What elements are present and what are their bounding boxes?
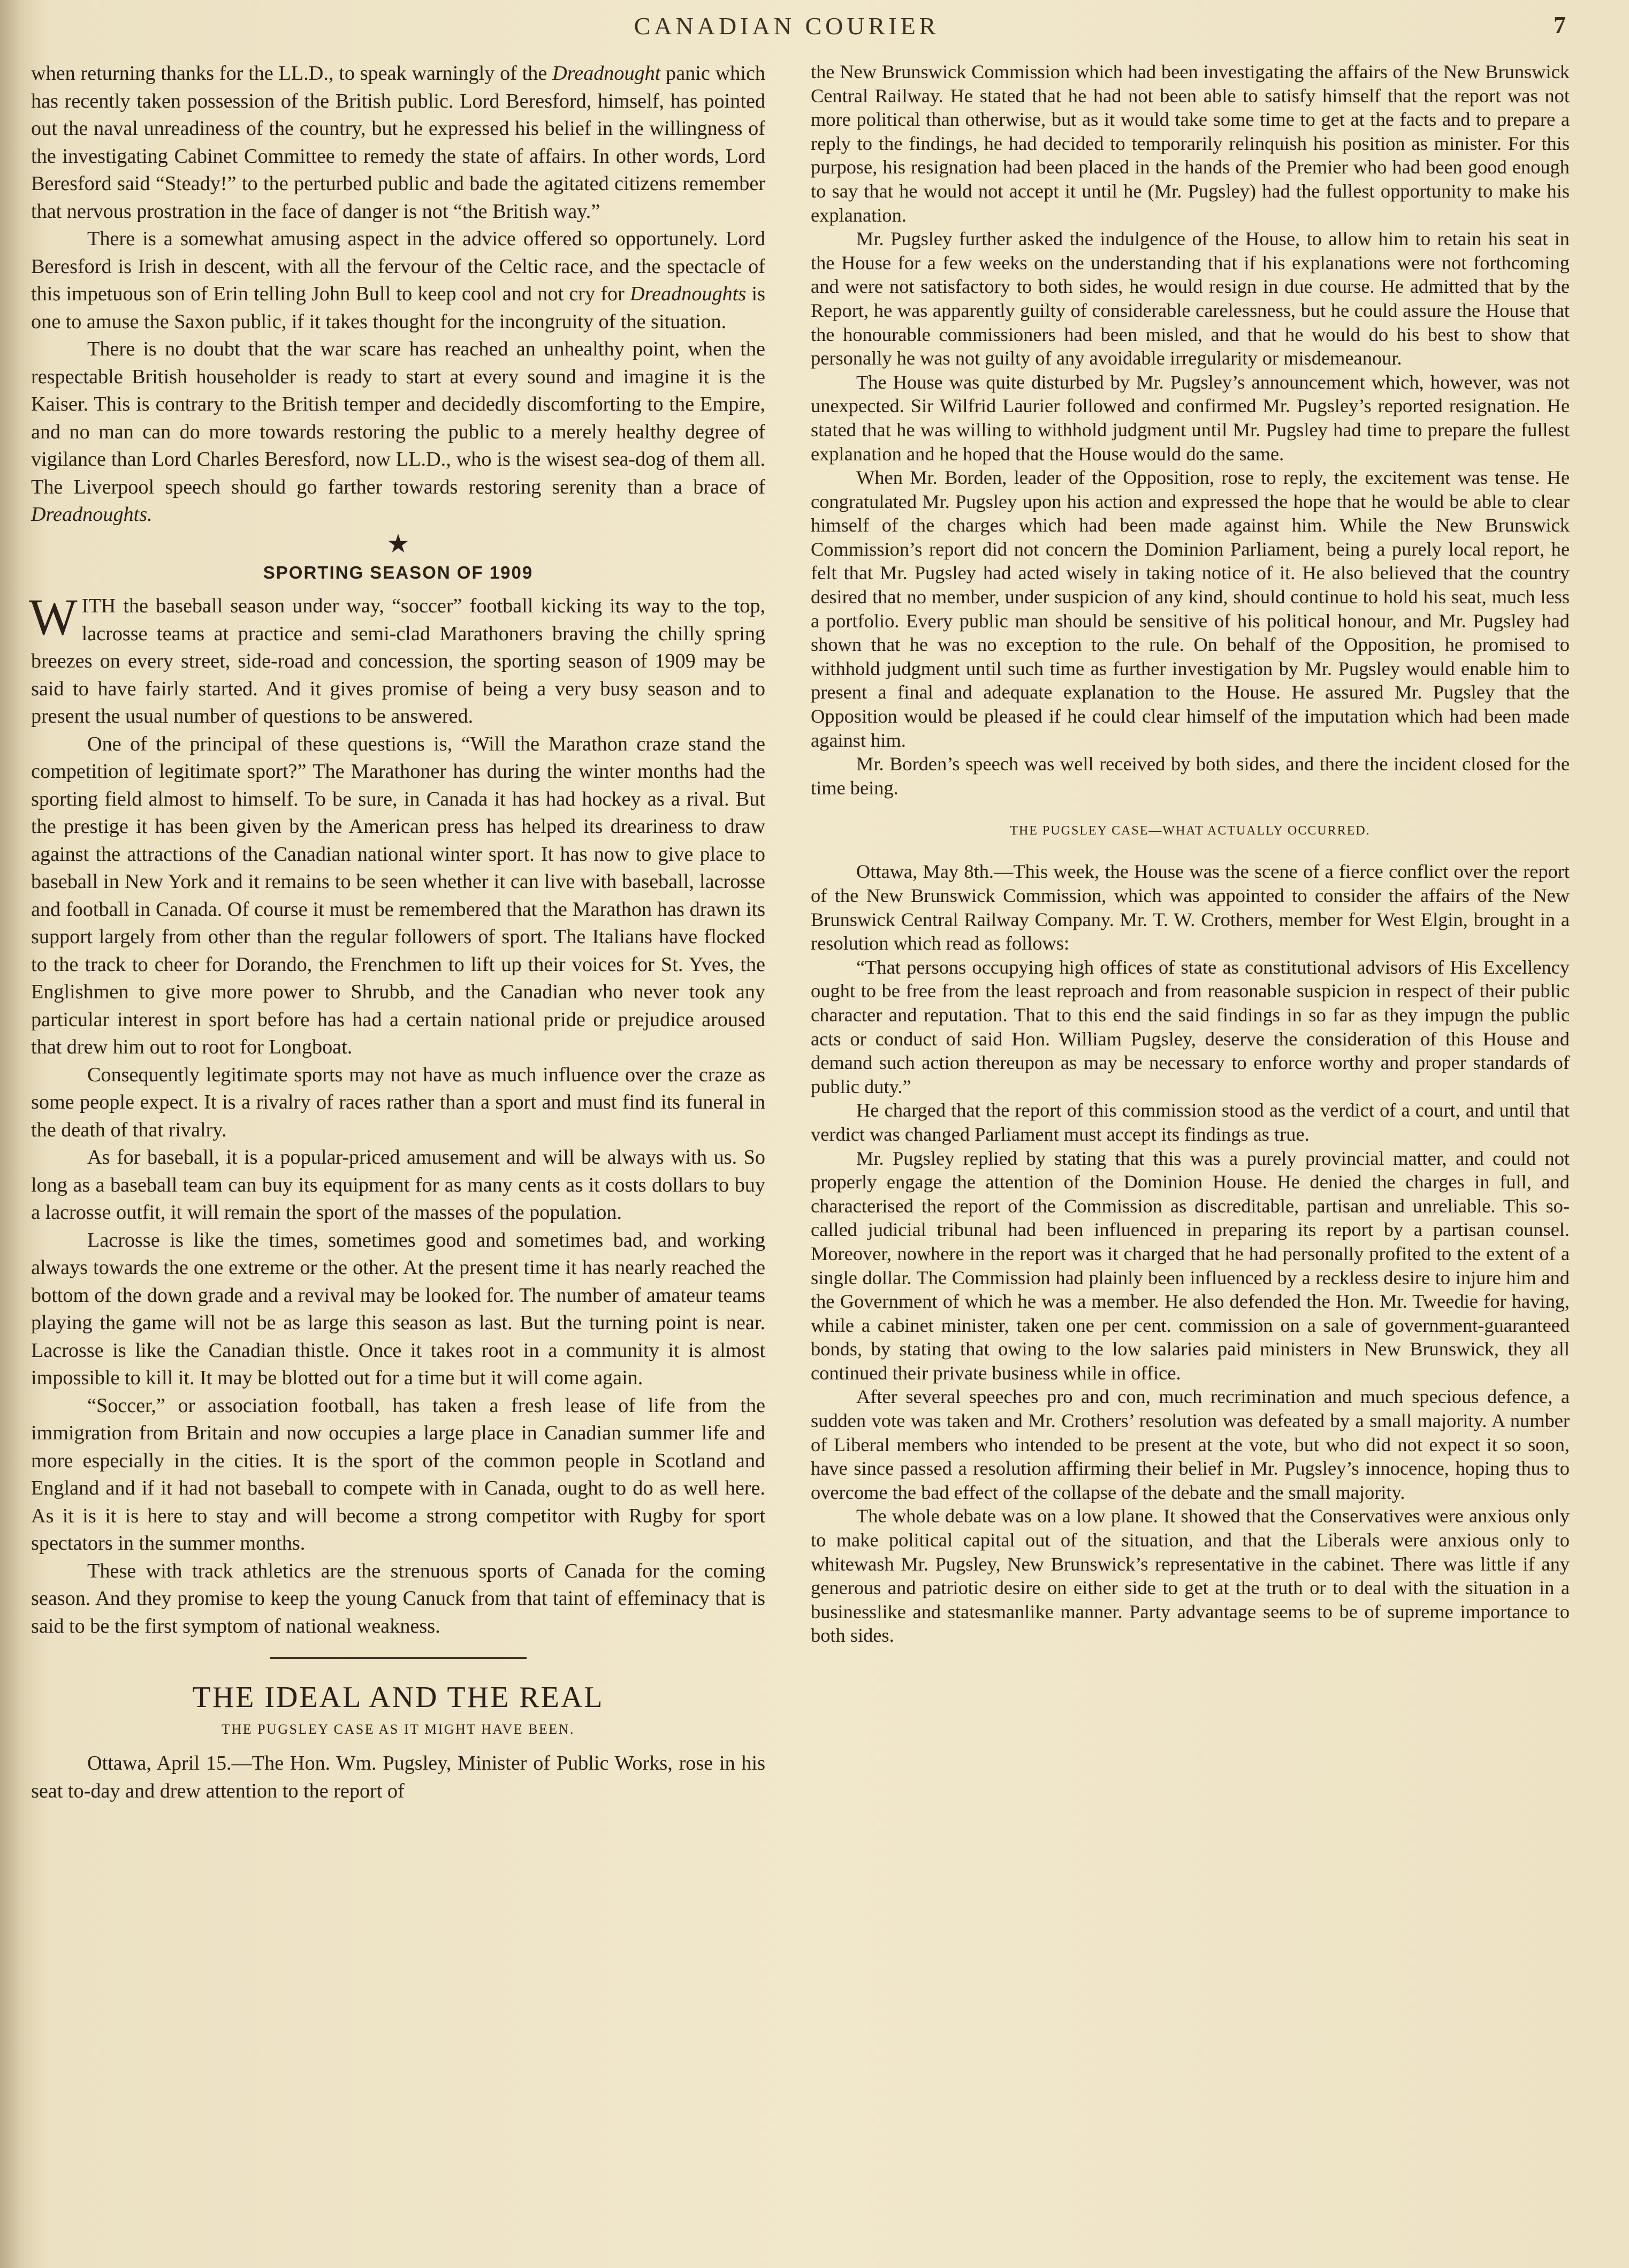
paragraph: When Mr. Borden, leader of the Opposition, rose to reply, the excitement was tense. He congratulated Mr. Pugsley upon his action and expressed the hope that he would be able to clear himself of the charges which had been made against him. While the New Brunswick Commission’s report did not concern the Dominion Parliament, being a purely local report, he felt that Mr. Pugsley had acted wisely in taking notice of it. He also believed that the country desired that no member, under suspicion of any kind, should continue to hold his seat, much less a portfolio. Every public man should be sensitive of his political honour, and Mr. Pugsley had shown that he was no exception to the rule. On behalf of the Opposition, he promised to withhold judgment until such time as further investigation by Mr. Pugsley would enable him to present a final and adequate explanation to the House. He assured Mr. Pugsley that the Opposition would be pleased if he could clear himself of the imputation which had been made against him.	[811, 467, 1570, 751]
drop-cap: W	[29, 588, 78, 646]
running-title: CANADIAN COURIER	[634, 12, 940, 40]
paragraph: Mr. Pugsley further asked the indulgence of the House, to allow him to retain his seat in the House for a few weeks on the understanding that if his explanations were not forthcoming and were not satisfactory to both sides, he would resign in due course. He admitted that by the Report, he was apparently guilty of considerable carelessness, but he could assure the House that the honourable commissioners had been misled, and that he would do his best to show that personally he was not guilty of any avoidable irregularity or misdemeanour.	[811, 228, 1570, 369]
left-column	[31, 60, 765, 1805]
paragraph: After several speeches pro and con, much recrimination and much specious defence, a sudden vote was taken and Mr. Crothers’ resolution was defeated by a small majority. A number of Liberal members who intended to be present at the vote, but who did not expect it so soon, have since passed a resolution affirming their belief in Mr. Pugsley’s innocence, hoping thus to overcome the bad effect of the collapse of the debate and the small majority.	[811, 1386, 1570, 1503]
paragraph: Mr. Borden’s speech was well received by both sides, and there the incident closed for the time being.	[811, 753, 1570, 799]
paragraph: “That persons occupying high offices of state as constitutional advisors of His Excellency ought to be free from the least reproach and from reasonable suspicion in respect of their public character and reputation. That to this end the said findings in so far as they impugn the public acts or conduct of said Hon. William Pugsley, deserve the consideration of this House and demand such action thereupon as may be necessary to enforce worthy and proper standards of public duty.”	[811, 956, 1570, 1097]
paragraph: “Soccer,” or association football, has taken a fresh lease of life from the immigration from Britain and now occupies a large place in Canadian summer life and more especially in the cities. It is the sport of the common people in Scotland and England and if it had not baseball to compete with in Canada, ought to do as well here. As it is it is here to stay and will become a strong competitor with Rugby for sport spectators in the summer months.	[31, 1394, 765, 1554]
paragraph: One of the principal of these questions is, “Will the Marathon craze stand the competition of legitimate sport?” The Marathoner has during the winter months had the sporting field almost to himself. To be sure, in Canada it has had hockey as a rival. But the prestige it has been given by the American press has helped its dreariness to draw against the attractions of the Canadian national winter sport. It has now to give place to baseball in New York and it remains to be seen whether it can live with baseball, lacrosse and football in Canada. Of course it must be remembered that the Marathon has drawn its support largely from other than the regular followers of sport. The Italians have flocked to the track to cheer for Dorando, the Frenchmen to lift up their voices for St. Yves, the Englishmen to give more power to Shrubb, and the Canadian who never took any particular interest in sport before has had a certain national pride or prejudice aroused that drew him out to root for Longboat.	[31, 732, 765, 1058]
paragraph: There is a somewhat amusing aspect in the advice offered so opportunely. Lord Beresford is Irish in descent, with all the fervour of the Celtic race, and the spectacle of this impetuous son of Erin telling John Bull to keep cool and not cry for Dreadnoughts is one to amuse the Saxon public, if it takes thought for the incongruity of the situation.	[31, 227, 765, 333]
paragraph: Ottawa, April 15.—The Hon. Wm. Pugsley, Minister of Public Works, rose in his seat to-day and drew attention to the report of	[31, 1752, 765, 1802]
paragraph: when returning thanks for the LL.D., to speak warningly of the Dreadnought panic which has recently taken possession of the British public. Lord Beresford, himself, has pointed out the naval unreadiness of the country, but he expressed his belief in the willingness of the investigating Cabinet Committee to remedy the state of affairs. In other words, Lord Beresford said “Steady!” to the perturbed public and bade the agitated citizens remember that nervous prostration in the face of danger is not “the British way.”	[31, 62, 765, 223]
running-head	[0, 12, 1629, 44]
paragraph: Lacrosse is like the times, sometimes good and sometimes bad, and working always towards the one extreme or the other. At the present time it has nearly reached the bottom of the down grade and a revival may be looked for. The number of amateur teams playing the game will not be as large this season as last. But the turning point is near. Lacrosse is like the Canadian thistle. Once it takes root in a community it is almost impossible to kill it. It may be blotted out for a time but it will come again.	[31, 1228, 765, 1389]
paragraph: As for baseball, it is a popular-priced amusement and will be always with us. So long as a baseball team can buy its equipment for as many cents as it costs dollars to buy a lacrosse outfit, it will remain the sport of the masses of the population.	[31, 1146, 765, 1224]
paragraph: The whole debate was on a low plane. It showed that the Conservatives were anxious only to make political capital out of the situation, and that the Liberals were anxious only to whitewash Mr. Pugsley, New Brunswick’s representative in the cabinet. There was little if any generous and patriotic desire on either side to get at the truth or to deal with the situation in a businesslike and statesmanlike manner. Party advantage seems to be of supreme importance to both sides.	[811, 1505, 1570, 1647]
paragraph: He charged that the report of this commission stood as the verdict of a court, and until that verdict was changed Parliament must accept its findings as true.	[811, 1099, 1570, 1145]
section-heading-actual: THE PUGSLEY CASE—WHAT ACTUALLY OCCURRED.	[1010, 824, 1371, 838]
paragraph: Mr. Pugsley replied by stating that this was a purely provincial matter, and could not properly engage the attention of the Dominion House. He denied the charges in full, and characterised the report of the Commission as discreditable, partisan and unreliable. This so-called judicial tribunal had been influenced in preparing its report by a partisan counsel. Moreover, nowhere in the report was it charged that he had personally profited to the extent of a single dollar. The Commission had plainly been influenced by a reckless desire to injure him and the Government of which he was a member. He also defended the Hon. Mr. Tweedie for having, while a cabinet minister, taken one per cent. commission on a sale of government-guaranteed bonds, by stating that owing to the low salaries paid ministers in New Brunswick, they all continued their private business while in office.	[811, 1147, 1570, 1384]
page-number: 7	[1554, 11, 1566, 39]
paragraph: These with track athletics are the strenuous sports of Canada for the coming season. And they promise to keep the young Canuck from that taint of effeminacy that is said to be the first symptom of national weakness.	[31, 1559, 765, 1637]
right-column	[811, 60, 1570, 1648]
article-title-ideal-real: THE IDEAL AND THE REAL	[192, 1681, 604, 1714]
paragraph: the New Brunswick Commission which had been investigating the affairs of the New Brunswick Central Railway. He stated that he had not been able to satisfy himself that the report was not more political than otherwise, but as it would take some time to get at the facts and to prepare a reply to the findings, he had decided to temporarily relinquish his position as minister. For this purpose, his resignation had been placed in the hands of the Premier who had been good enough to say that he would not accept it until he (Mr. Pugsley) had the fullest opportunity to make his explanation.	[811, 61, 1570, 226]
paragraph: Consequently legitimate sports may not have as much influence over the craze as some people expect. It is a rivalry of races rather than a sport and must find its funeral in the death of that rivalry.	[31, 1063, 765, 1141]
paragraph: Ottawa, May 8th.—This week, the House was the scene of a fierce conflict over the report of the New Brunswick Commission, which was appointed to consider the affairs of the New Brunswick Central Railway Company. Mr. T. W. Crothers, member for West Elgin, brought in a resolution which read as follows:	[811, 861, 1570, 954]
star-ornament-icon: ★	[386, 529, 410, 558]
article-subhead: THE PUGSLEY CASE AS IT MIGHT HAVE BEEN.	[222, 1721, 575, 1737]
divider-rule	[270, 1657, 527, 1659]
paragraph: The House was quite disturbed by Mr. Pugsley’s announcement which, however, was not unexpected. Sir Wilfrid Laurier followed and confirmed Mr. Pugsley’s reported resignation. He stated that he was willing to withhold judgment until Mr. Pugsley had time to prepare the fullest explanation and he hoped that the House would do the same.	[811, 371, 1570, 465]
section-heading-sporting: SPORTING SEASON OF 1909	[263, 562, 534, 582]
paragraph: There is no doubt that the war scare has reached an unhealthy point, when the respectable British householder is ready to start at every sound and imagine it is the Kaiser. This is contrary to the British temper and decidedly discomforting to the Empire, and no man can do more towards restoring the public to a merely healthy degree of vigilance than Lord Charles Beresford, now LL.D., who is the wisest sea-dog of them all. The Liverpool speech should go farther towards restoring serenity than a brace of Dreadnoughts.	[31, 338, 765, 526]
paragraph: WITH the baseball season under way, “soccer” football kicking its way to the top, lacrosse teams at practice and semi-clad Marathoners braving the chilly spring breezes on every street, side-road and concession, the sporting season of 1909 may be said to have fairly started. And it gives promise of being a very busy season and to present the usual number of questions to be answered.	[29, 588, 765, 727]
